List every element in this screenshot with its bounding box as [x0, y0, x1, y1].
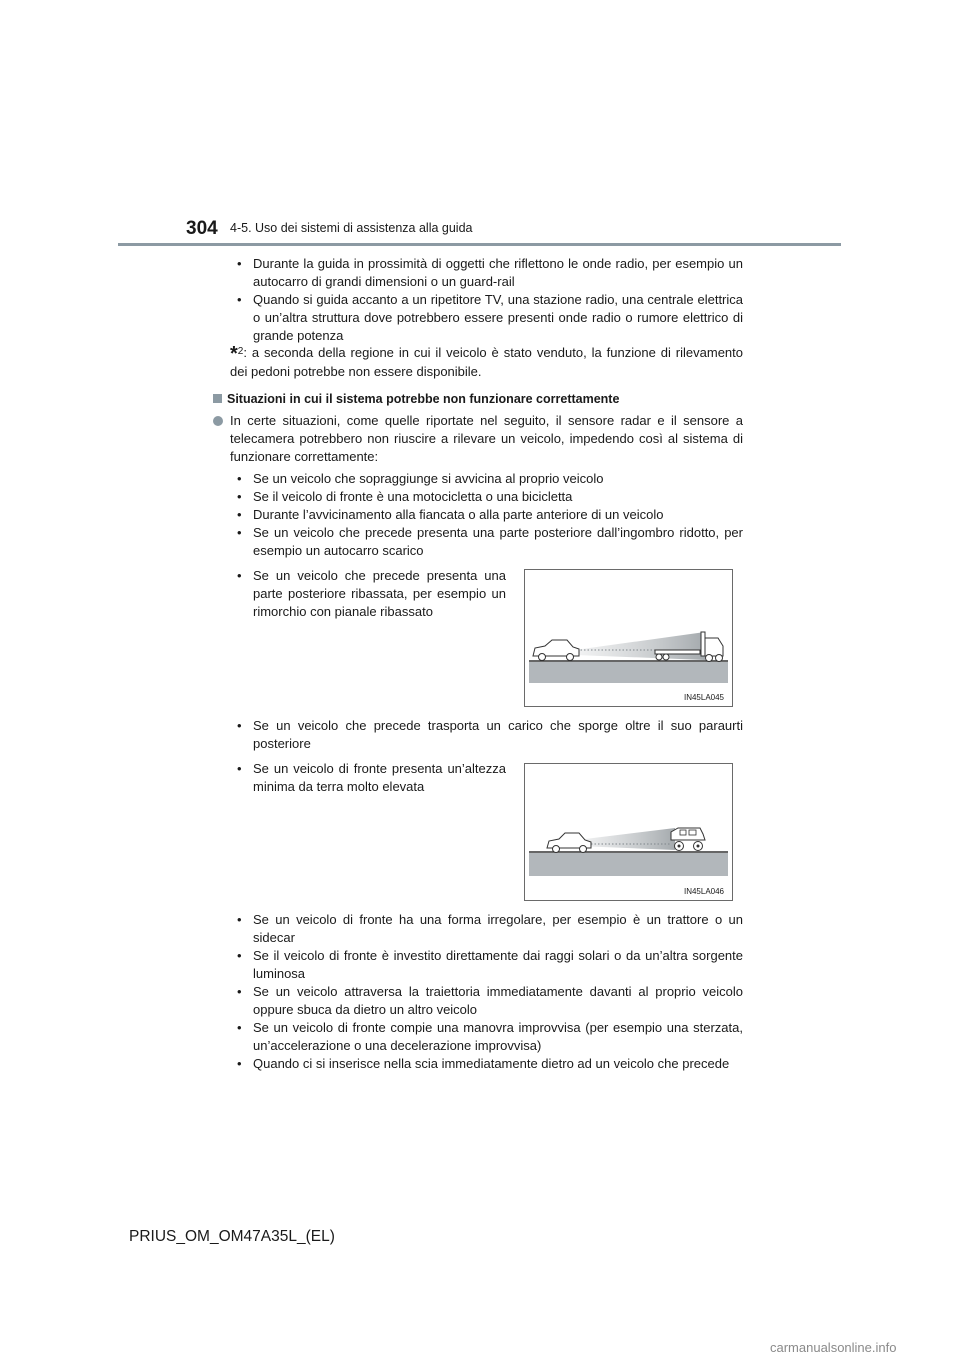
figure-low-trailer: [524, 569, 733, 707]
bullet-marker: •: [237, 525, 242, 540]
list-item: [237, 255, 743, 291]
list-item-text: Se un veicolo che precede presenta una parte posteriore dall’ingombro ridotto, per esempio un autocarro scarico: [253, 525, 743, 558]
list-item: [237, 506, 743, 524]
list-item-text: Durante l’avvicinamento alla fiancata o alla parte anteriore di un veicolo: [253, 507, 664, 522]
intro-paragraph-text: In certe situazioni, come quelle riportate nel seguito, il sensore radar e il sensore a telecamera potrebbero non riuscire a rilevare un veicolo, impedendo così al sistema di funzionare correttamente:: [230, 413, 743, 464]
list-item: [237, 717, 743, 753]
list-item-text: Se un veicolo di fronte ha una forma irregolare, per esempio è un trattore o un sidecar: [253, 912, 743, 945]
bullet-marker: •: [237, 984, 242, 999]
footnote-mark: *: [230, 343, 238, 365]
list-item: [237, 488, 743, 506]
figure-code: IN45LA045: [683, 693, 724, 702]
list-item-text: Se un veicolo di fronte presenta un’altezza minima da terra molto elevata: [253, 761, 506, 794]
bullet-marker: •: [237, 912, 242, 927]
list-item-text: Se un veicolo che precede trasporta un carico che sporge oltre il suo paraurti posteriore: [253, 718, 743, 751]
figure-code: IN45LA046: [683, 887, 724, 896]
list-item: [237, 911, 743, 947]
list-item: [237, 524, 743, 560]
list-item: [237, 760, 506, 796]
bullet-marker: •: [237, 718, 242, 733]
list-item: [237, 291, 743, 345]
list-item: [237, 1055, 743, 1073]
bullet-marker: •: [237, 507, 242, 522]
list-item-text: Se un veicolo che precede presenta una parte posteriore ribassata, per esempio un rimorchio con pianale ribassato: [253, 568, 506, 619]
bullet-marker: •: [237, 292, 242, 307]
circle-bullet-icon: [213, 416, 223, 426]
square-bullet-icon: [213, 394, 222, 403]
bullet-marker: •: [237, 568, 242, 583]
document-code-footer: PRIUS_OM_OM47A35L_(EL): [129, 1228, 335, 1245]
footnote: [230, 343, 743, 381]
header-divider: [118, 243, 841, 246]
list-item-text: Durante la guida in prossimità di oggetti che riflettono le onde radio, per esempio un autocarro di grandi dimensioni o un guard-rail: [253, 256, 743, 289]
list-item: [237, 983, 743, 1019]
list-item-text: Quando ci si inserisce nella scia immediatamente dietro ad un veicolo che precede: [253, 1056, 730, 1071]
watermark: carmanualsonline.info: [770, 1340, 897, 1355]
bullet-marker: •: [237, 256, 242, 271]
section-heading: [213, 392, 619, 406]
bullet-marker: •: [237, 471, 242, 486]
list-item-text: Se il veicolo di fronte è una motocicletta o una bicicletta: [253, 489, 573, 504]
page-number: 304: [186, 218, 218, 239]
section-heading-text: Situazioni in cui il sistema potrebbe non funzionare correttamente: [227, 392, 620, 406]
list-item: [237, 1019, 743, 1055]
bullet-marker: •: [237, 489, 242, 504]
list-item: [237, 470, 743, 488]
footnote-number: 2: [237, 346, 244, 357]
list-item-text: Se un veicolo di fronte compie una manovra improvvisa (per esempio una sterzata, un’accelerazione o una decelerazione improvvisa): [253, 1020, 743, 1053]
list-item: [237, 947, 743, 983]
list-item-text: Se il veicolo di fronte è investito direttamente dai raggi solari o da un’altra sorgente luminosa: [253, 948, 743, 981]
list-item-text: Quando si guida accanto a un ripetitore TV, una stazione radio, una centrale elettrica o un’altra struttura dove potrebbero essere presenti onde radio o rumore elettrico di grande potenza: [253, 292, 743, 343]
intro-paragraph: [213, 412, 743, 466]
bullet-marker: •: [237, 1020, 242, 1035]
bullet-marker: •: [237, 1056, 242, 1071]
footnote-text: : a seconda della regione in cui il veicolo è stato venduto, la funzione di rilevamento dei pedoni potrebbe non essere disponibile.: [230, 345, 743, 379]
bullet-marker: •: [237, 761, 242, 776]
illustration-low-trailer: [525, 570, 732, 706]
section-title: 4-5. Uso dei sistemi di assistenza alla guida: [230, 221, 473, 235]
list-item-text: Se un veicolo attraversa la traiettoria immediatamente davanti al proprio veicolo oppure sbuca da dietro un altro veicolo: [253, 984, 743, 1017]
figure-high-clearance: [524, 763, 733, 901]
bullet-marker: •: [237, 948, 242, 963]
list-item-text: Se un veicolo che sopraggiunge si avvicina al proprio veicolo: [253, 471, 604, 486]
list-item: [237, 567, 506, 621]
illustration-high-clearance: [525, 764, 732, 900]
